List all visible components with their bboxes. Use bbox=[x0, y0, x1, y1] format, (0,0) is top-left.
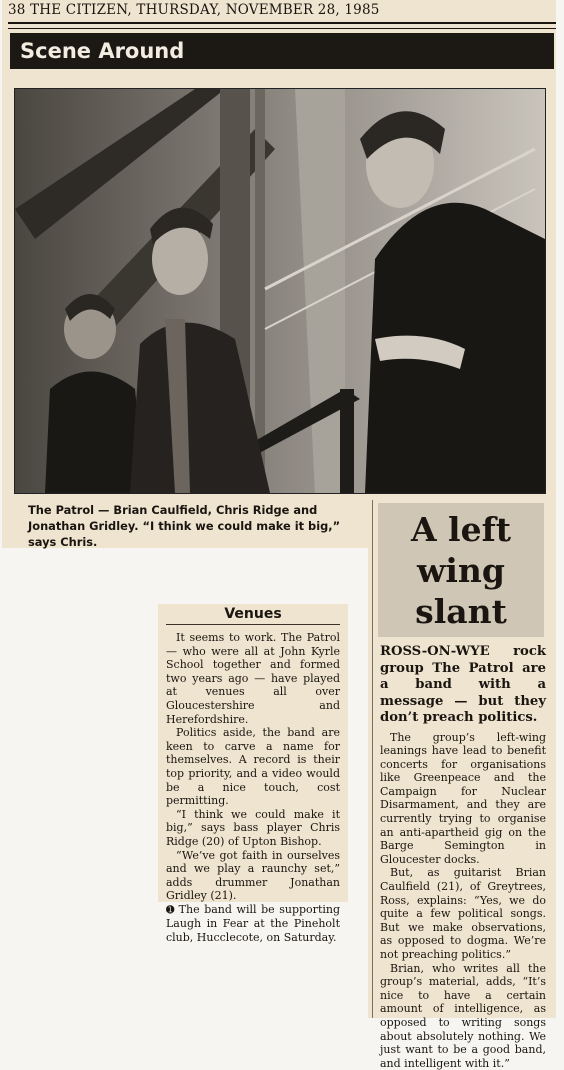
column-rule bbox=[372, 500, 373, 1018]
venues-box bbox=[166, 606, 340, 945]
masthead-rule bbox=[8, 22, 556, 24]
article-lede: ROSS-ON-WYE rock group The Patrol are a band with a message — but they don’t preach politics. bbox=[380, 644, 546, 725]
article-paragraph: The group’s left-wing leanings have lead to benefit concerts for organisations like Greenpeace and the Campaign for Nuclear Disarmament, and they are currently trying to organise an anti-apartheid gig on the Barge Semington in Gloucester docks. bbox=[380, 730, 546, 866]
article-body bbox=[380, 644, 546, 1070]
venues-paragraph: “I think we could make it big,” says bass player Chris Ridge (20) of Upton Bishop. bbox=[166, 807, 340, 848]
headline bbox=[378, 503, 544, 637]
headline-line-1: A left bbox=[410, 510, 512, 549]
venues-paragraph: “We’ve got faith in ourselves and we play a raunchy set,” adds drummer Jonathan Gridley (21). bbox=[166, 848, 340, 903]
photo-caption: The Patrol — Brian Caulfield, Chris Ridge and Jonathan Gridley. “I think we could make it big,” says Chris. bbox=[28, 503, 341, 549]
headline-line-3: slant bbox=[415, 592, 507, 631]
venues-note-text: The band will be supporting Laugh in Fear at the Pineholt club, Hucclecote, on Saturday. bbox=[166, 902, 341, 945]
venues-heading: Venues bbox=[166, 606, 340, 625]
venues-paragraph: Politics aside, the band are keen to carve a name for themselves. A record is their top priority, and a video would be a nice touch, cost permitting. bbox=[166, 726, 340, 808]
article-paragraph: But, as guitarist Brian Caulfield (21), of Greytrees, Ross, explains: “Yes, we do quite a few political songs. But we make observations, as opposed to dogma. We’re not preaching politics.” bbox=[380, 866, 546, 961]
article-paragraph: Brian, who writes all the group’s material, adds, “It’s nice to have a certain amount of intelligence, as opposed to writing songs about absolutely nothing. We just want to be a good band, and intelligent with it.” bbox=[380, 961, 546, 1070]
headline-line-2: wing bbox=[416, 551, 505, 590]
section-title: Scene Around bbox=[10, 33, 554, 69]
band-photo bbox=[14, 88, 546, 494]
venues-note bbox=[166, 903, 340, 945]
venues-paragraph: It seems to work. The Patrol — who were all at John Kyrle School together and formed two years ago — have played at venues all over Gloucestershire and Herefordshire. bbox=[166, 631, 340, 726]
bullet-icon: ➊ bbox=[166, 904, 179, 916]
masthead: 38 THE CITIZEN, THURSDAY, NOVEMBER 28, 1985 bbox=[8, 2, 380, 18]
masthead-rule-thin bbox=[8, 28, 556, 29]
